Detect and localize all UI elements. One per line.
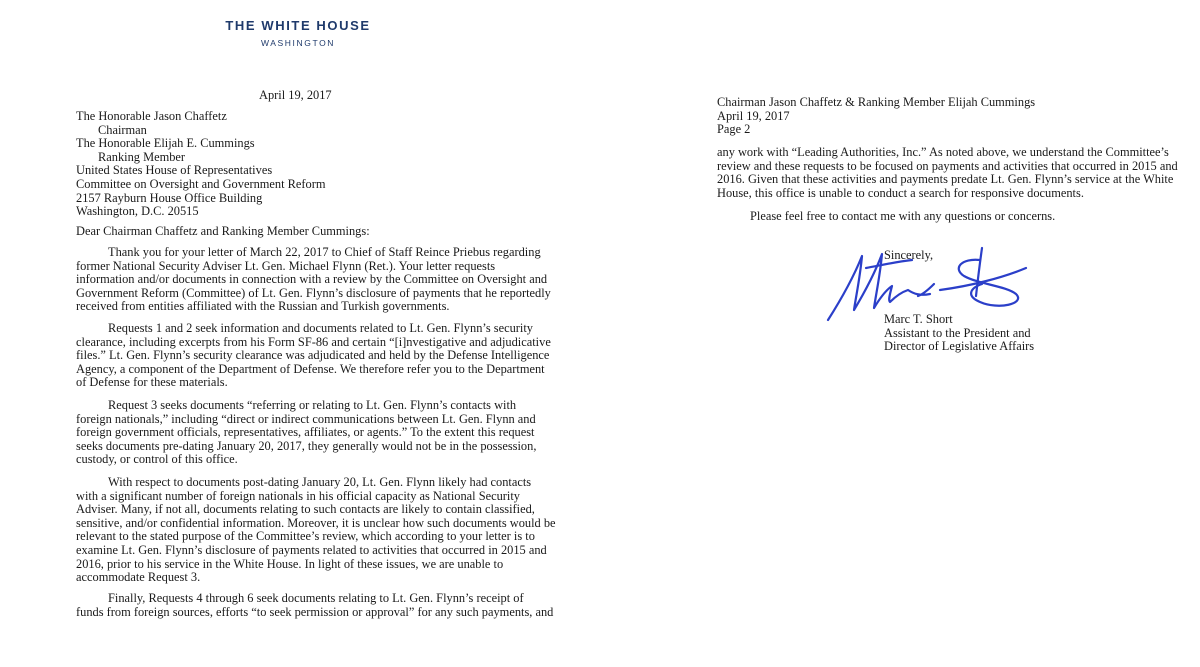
letterhead-title: THE WHITE HOUSE: [225, 18, 371, 33]
closing-sentence: Please feel free to contact me with any questions or concerns.: [750, 209, 1056, 223]
letter-page-2: [600, 0, 1200, 667]
letter-date: April 19, 2017: [259, 88, 332, 102]
paragraph-line: information and/or documents in connection with a review by the Committee on Oversight and: [76, 272, 548, 287]
signer-block: [884, 313, 1034, 354]
paragraph-line: seeks documents pre-dating January 20, 2017, they generally would not be in the possession,: [76, 438, 537, 453]
address-line: United States House of Representatives: [76, 163, 273, 178]
paragraph-4: [76, 475, 556, 585]
page-2-header-line: Chairman Jason Chaffetz & Ranking Member Elijah Cummings: [717, 95, 1036, 109]
paragraph-line: review and these requests to be focused on payments and activities that occurred in 2015 and: [717, 158, 1178, 173]
paragraph-line: examine Lt. Gen. Flynn’s disclosure of payments related to activities that occurred in 2015 and: [76, 542, 547, 557]
paragraph-line: Adviser. Many, if not all, documents relating to such contacts are likely to contain classified,: [76, 502, 535, 517]
letterhead-subtitle: WASHINGTON: [260, 38, 336, 48]
paragraph-line: Requests 1 and 2 seek information and documents related to Lt. Gen. Flynn’s security: [108, 321, 533, 335]
address-line: Committee on Oversight and Government Reform: [76, 176, 326, 191]
paragraph-line: foreign nationals,” including “direct or indirect communications between Lt. Gen. Flynn and: [76, 411, 536, 426]
paragraph-line: clearance, including excerpts from his Form SF-86 and certain “[i]nvestigative and adjudicative: [76, 334, 551, 349]
paragraph-line: foreign government officials, representatives, affiliates, or agents.” To the extent this request: [76, 425, 535, 440]
paragraph-line: Government Reform (Committee) of Lt. Gen. Flynn’s disclosure of payments that he reportedly: [76, 285, 551, 300]
page-2-header: [717, 96, 1035, 137]
address-line: Washington, D.C. 20515: [76, 204, 199, 219]
paragraph-line: Request 3 seeks documents “referring or relating to Lt. Gen. Flynn’s contacts with: [108, 398, 517, 412]
salutation: Dear Chairman Chaffetz and Ranking Member Cummings:: [76, 224, 370, 238]
paragraph-line: with a significant number of foreign nationals in his official capacity as National Security: [76, 488, 520, 503]
paragraph-line: of Defense for these materials.: [76, 375, 228, 390]
address-line: The Honorable Jason Chaffetz: [76, 109, 227, 123]
signer-title: Director of Legislative Affairs: [884, 339, 1035, 354]
paragraph-line: received from entities affiliated with the Russian and Turkish governments.: [76, 299, 450, 314]
address-line: 2157 Rayburn House Office Building: [76, 190, 263, 205]
paragraph-line: funds from foreign sources, efforts “to seek permission or approval” for any such payments, and: [76, 604, 554, 619]
address-line: The Honorable Elijah E. Cummings: [76, 136, 255, 151]
paragraph-line: custody, or control of this office.: [76, 452, 238, 467]
paragraph-line: Finally, Requests 4 through 6 seek documents relating to Lt. Gen. Flynn’s receipt of: [108, 591, 524, 605]
paragraph-line: With respect to documents post-dating January 20, Lt. Gen. Flynn likely had contacts: [108, 475, 532, 489]
page-2-body: [717, 146, 1178, 200]
paragraph-1: [76, 245, 551, 314]
recipient-address: [76, 110, 325, 219]
paragraph-3: [76, 398, 537, 467]
address-line: Ranking Member: [98, 149, 186, 164]
signer-title: Assistant to the President and: [884, 325, 1031, 340]
address-line: Chairman: [98, 122, 147, 137]
paragraph-line: Thank you for your letter of March 22, 2017 to Chief of Staff Reince Priebus regarding: [108, 245, 541, 259]
page-2-header-line: April 19, 2017: [717, 108, 790, 123]
paragraph-line: sensitive, and/or confidential information. Moreover, it is unclear how such documents would be: [76, 515, 556, 530]
paragraph-line: any work with “Leading Authorities, Inc.” As noted above, we understand the Committee’s: [717, 145, 1169, 159]
paragraph-line: 2016. Given that these activities and payments predate Lt. Gen. Flynn’s service at the White: [717, 172, 1174, 187]
paragraph-line: files.” Lt. Gen. Flynn’s security clearance was adjudicated and held by the Defense Intelligence: [76, 348, 550, 363]
paragraph-line: relevant to the stated purpose of the Committee’s review, which according to your letter is to: [76, 529, 535, 544]
paragraph-line: Agency, a component of the Department of Defense. We therefore refer you to the Department: [76, 361, 545, 376]
paragraph-5: [76, 591, 554, 619]
paragraph-2: [76, 321, 551, 390]
paragraph-line: former National Security Adviser Lt. Gen. Michael Flynn (Ret.). Your letter requests: [76, 258, 496, 273]
paragraph-line: 2016, prior to his service in the White House. In light of these issues, we are unable to: [76, 556, 504, 571]
signer-name: Marc T. Short: [884, 312, 953, 326]
paragraph-line: accommodate Request 3.: [76, 570, 201, 585]
page-2-header-line: Page 2: [717, 122, 751, 137]
sign-off: Sincerely,: [884, 248, 934, 262]
paragraph-line: House, this office is unable to conduct a search for responsive documents.: [717, 185, 1084, 200]
letterhead: [208, 18, 388, 49]
